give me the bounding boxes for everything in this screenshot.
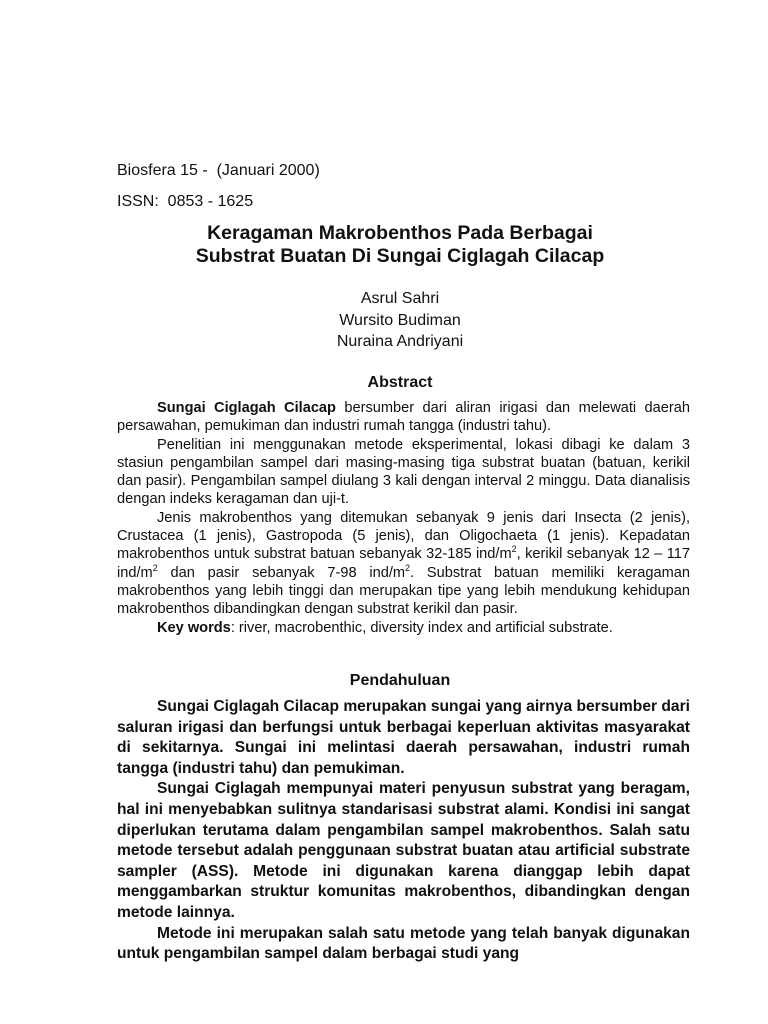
- abstract-text: . Substrat batuan memiliki keragaman makrobenthos yang lebih tinggi dan merupakan tipe yang lebih mendukung kehidupan makrobenthos dibandingkan dengan substrat kerikil dan pasir.: [117, 564, 691, 618]
- title-line-2: Substrat Buatan Di Sungai Ciglagah Cilacap: [195, 245, 605, 267]
- abstract-paragraph: [117, 399, 690, 436]
- abstract-paragraph: Penelitian ini menggunakan metode eksperimental, lokasi dibagi ke dalam 3 stasiun pengambilan sampel dari masing-masing tiga substrat buatan (batuan, kerikil dan pasir). Pengambilan sampel diulang 3 kali dengan interval 2 minggu. Data dianalisis dengan indeks keragaman dan uji-t.: [117, 436, 690, 508]
- abstract-text: Jenis makrobenthos yang ditemukan sebanyak 9 jenis dari Insecta (2 jenis), Crustacea (1 jenis), Gastropoda (5 jenis), dan Oligochaeta (1 jenis). Kepadatan makrobenthos untuk substrat batuan sebanyak 32-185 ind/m: [117, 509, 690, 563]
- author-name: Wursito Budiman: [339, 311, 461, 329]
- author-name: Asrul Sahri: [360, 290, 440, 307]
- journal-citation: Biosfera 15 - (Januari 2000): [117, 162, 320, 179]
- author-list: [100, 288, 700, 353]
- keywords-text: : river, macrobenthic, diversity index and artificial substrate.: [230, 619, 613, 636]
- abstract-lead-phrase: Sungai Ciglagah Cilacap: [157, 400, 336, 416]
- paper-title: [100, 222, 700, 268]
- superscript: 2: [152, 562, 158, 573]
- abstract-body: [117, 399, 690, 637]
- abstract-paragraph: [117, 509, 690, 619]
- introduction-heading: Pendahuluan: [349, 672, 451, 689]
- title-line-1: Keragaman Makrobenthos Pada Berbagai: [207, 222, 593, 244]
- keywords-paragraph: [117, 619, 690, 637]
- introduction-paragraph: Sungai Ciglagah Cilacap merupakan sungai yang airnya bersumber dari saluran irigasi dan berfungsi untuk berbagai keperluan aktivitas masyarakat di sekitarnya. Sungai ini melintasi daerah persawahan, industri rumah tangga (industri tahu) dan pemukiman.: [117, 698, 690, 777]
- introduction-paragraph: Sungai Ciglagah mempunyai materi penyusun substrat yang beragam, hal ini menyebabkan sulitnya standarisasi substrat alami. Kondisi ini sangat diperlukan terutama dalam pengambilan sampel makrobenthos. Salah satu metode tersebut adalah penggunaan substrat buatan atau artificial substrate sampler (ASS). Metode ini digunakan karena dianggap lebih dapat menggambarkan struktur komunitas makrobenthos, dibandingkan dengan metode lainnya.: [117, 780, 690, 921]
- introduction-body: [117, 697, 690, 965]
- author-name: Nuraina Andriyani: [336, 333, 464, 350]
- superscript: 2: [511, 544, 517, 555]
- abstract-text: dan pasir sebanyak 7-98 ind/m: [157, 564, 406, 581]
- abstract-text: , kerikil sebanyak 12 – 117 ind/m: [117, 546, 690, 581]
- issn: ISSN: 0853 - 1625: [117, 193, 254, 210]
- abstract-text: bersumber dari aliran irigasi dan melewati daerah persawahan, pemukiman dan industri rumah tangga (industri tahu).: [117, 400, 690, 435]
- superscript: 2: [405, 562, 411, 573]
- keywords-label: Key words: [157, 619, 231, 636]
- abstract-heading: Abstract: [367, 374, 433, 391]
- introduction-paragraph: Metode ini merupakan salah satu metode yang telah banyak digunakan untuk pengambilan sampel dalam berbagai studi yang: [117, 924, 690, 963]
